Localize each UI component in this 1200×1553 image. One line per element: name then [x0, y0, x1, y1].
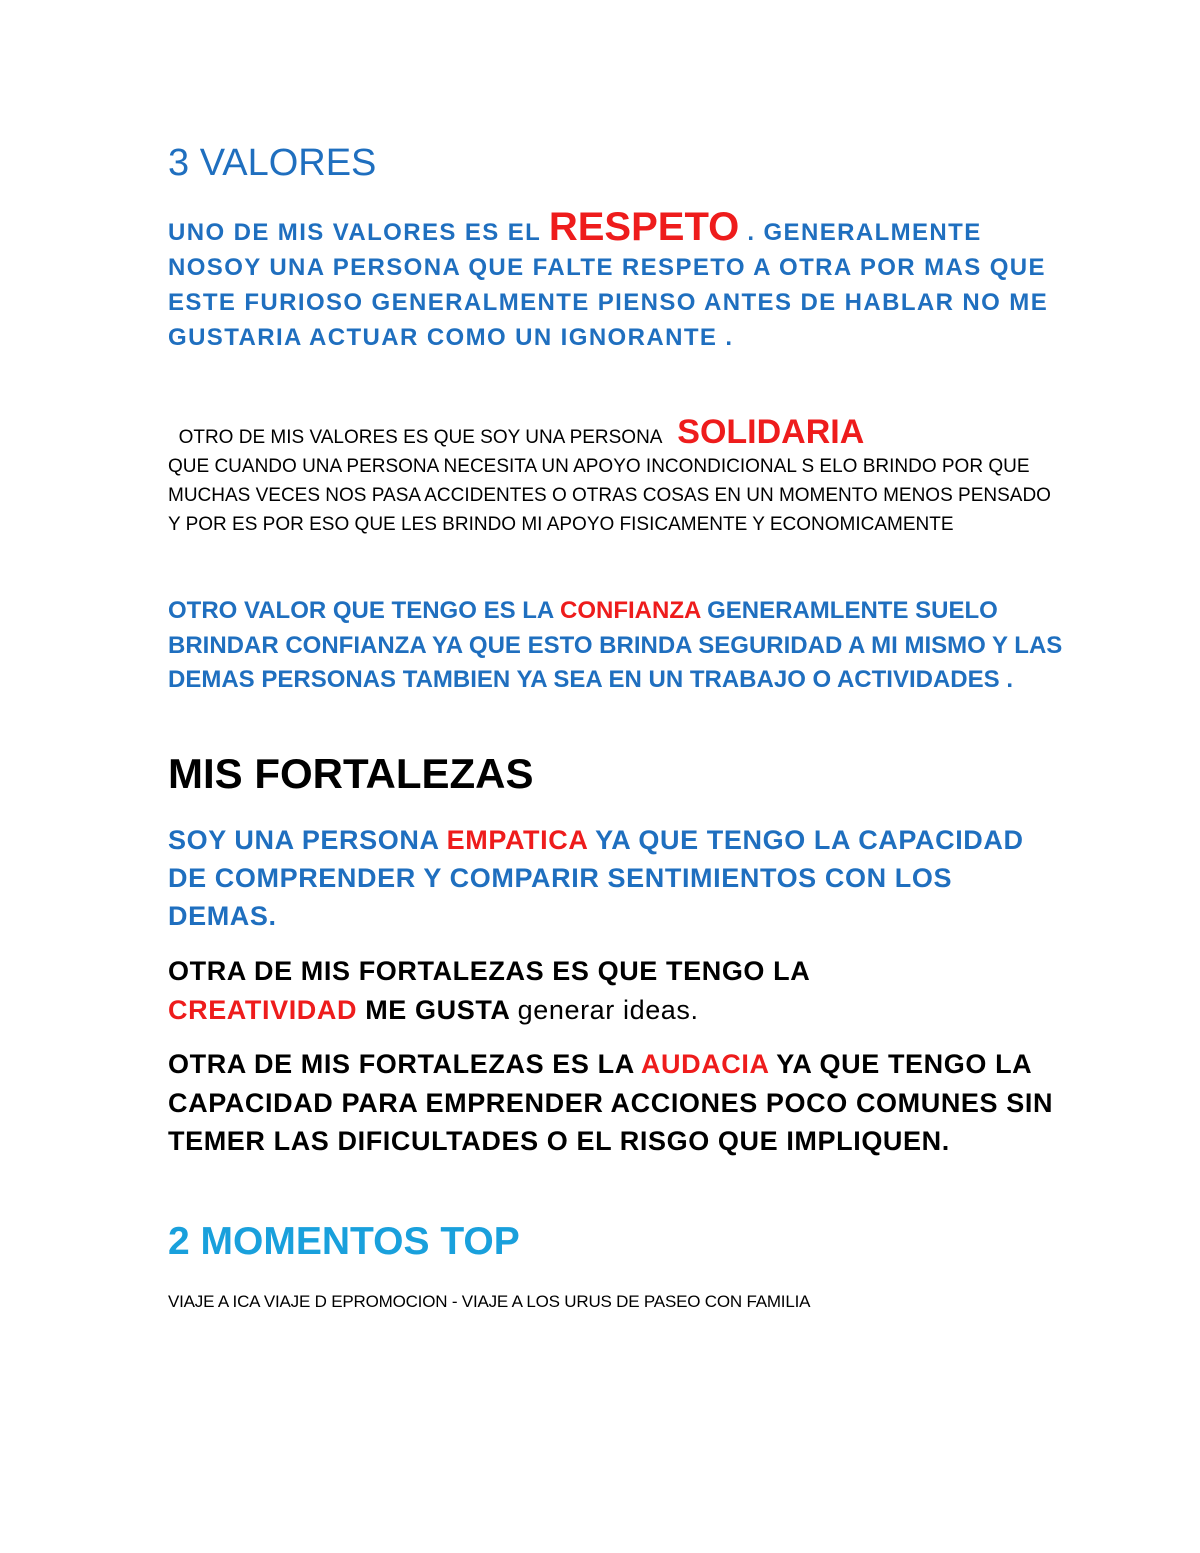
respeto-lead: UNO DE MIS VALORES ES EL: [168, 219, 549, 246]
creatividad-lead: OTRA DE MIS FORTALEZAS ES QUE TENGO LA: [168, 956, 811, 986]
paragraph-empatica: [168, 821, 1068, 935]
solidaria-lead: OTRO DE MIS VALORES ES QUE SOY UNA PERSONA: [178, 427, 667, 448]
empatica-rest: YA QUE TENGO LA CAPACIDAD DE COMPRENDER Y COMPARIR SENTIMIENTOS CON LOS DEMAS.: [168, 825, 1024, 931]
paragraph-confianza: [168, 594, 1068, 698]
heading-fortalezas: MIS FORTALEZAS: [168, 750, 534, 797]
confianza-lead: OTRO VALOR QUE TENGO ES LA: [168, 597, 561, 624]
keyword-confianza: CONFIANZA: [560, 597, 701, 624]
respeto-rest: . GENERALMENTE NOSOY UNA PERSONA QUE FALTE RESPETO A OTRA POR MAS QUE ESTE FURIOSO GENERALMENTE PIENSO ANTES DE HABLAR NO ME GUSTARIA ACTUAR COMO UN IGNORANTE .: [168, 219, 1049, 351]
keyword-creatividad: CREATIVIDAD: [168, 995, 358, 1025]
keyword-respeto: RESPETO: [548, 205, 740, 249]
keyword-empatica: EMPATICA: [446, 825, 588, 855]
heading-momentos: 2 MOMENTOS TOP: [168, 1220, 520, 1263]
keyword-audacia: AUDACIA: [640, 1049, 769, 1079]
audacia-rest: YA QUE TENGO LA CAPACIDAD PARA EMPRENDER ACCIONES POCO COMUNES SIN TEMER LAS DIFICULTADES O EL RISGO QUE IMPLIQUEN.: [168, 1049, 1054, 1156]
paragraph-audacia: [168, 1045, 1068, 1161]
confianza-rest: GENERAMLENTE SUELO BRINDAR CONFIANZA YA QUE ESTO BRINDA SEGURIDAD A MI MISMO Y LAS DEMAS PERSONAS TAMBIEN YA SEA EN UN TRABAJO O ACTIVIDADES .: [168, 597, 1063, 693]
audacia-lead: OTRA DE MIS FORTALEZAS ES LA: [168, 1049, 641, 1079]
solidaria-rest: QUE CUANDO UNA PERSONA NECESITA UN APOYO INCONDICIONAL S ELO BRINDO POR QUE MUCHAS VECES NOS PASA ACCIDENTES O OTRAS COSAS EN UN MOMENTO MENOS PENSADO Y POR ES POR ESO QUE LES BRINDO MI APOYO FISICAMENTE Y ECONOMICAMENTE: [168, 456, 1051, 535]
keyword-solidaria: SOLIDARIA: [677, 413, 865, 451]
creatividad-rest-bold: ME GUSTA: [357, 995, 518, 1025]
empatica-lead: SOY UNA PERSONA: [168, 825, 447, 855]
paragraph-respeto: [168, 205, 1068, 355]
paragraph-momentos: VIAJE A ICA VIAJE D EPROMOCION - VIAJE A LOS URUS DE PASEO CON FAMILIA: [168, 1292, 811, 1311]
heading-valores: 3 VALORES: [168, 142, 377, 184]
paragraph-creatividad: [168, 952, 1068, 1030]
creatividad-rest-normal: generar ideas.: [517, 995, 699, 1025]
paragraph-solidaria: [168, 413, 1068, 539]
